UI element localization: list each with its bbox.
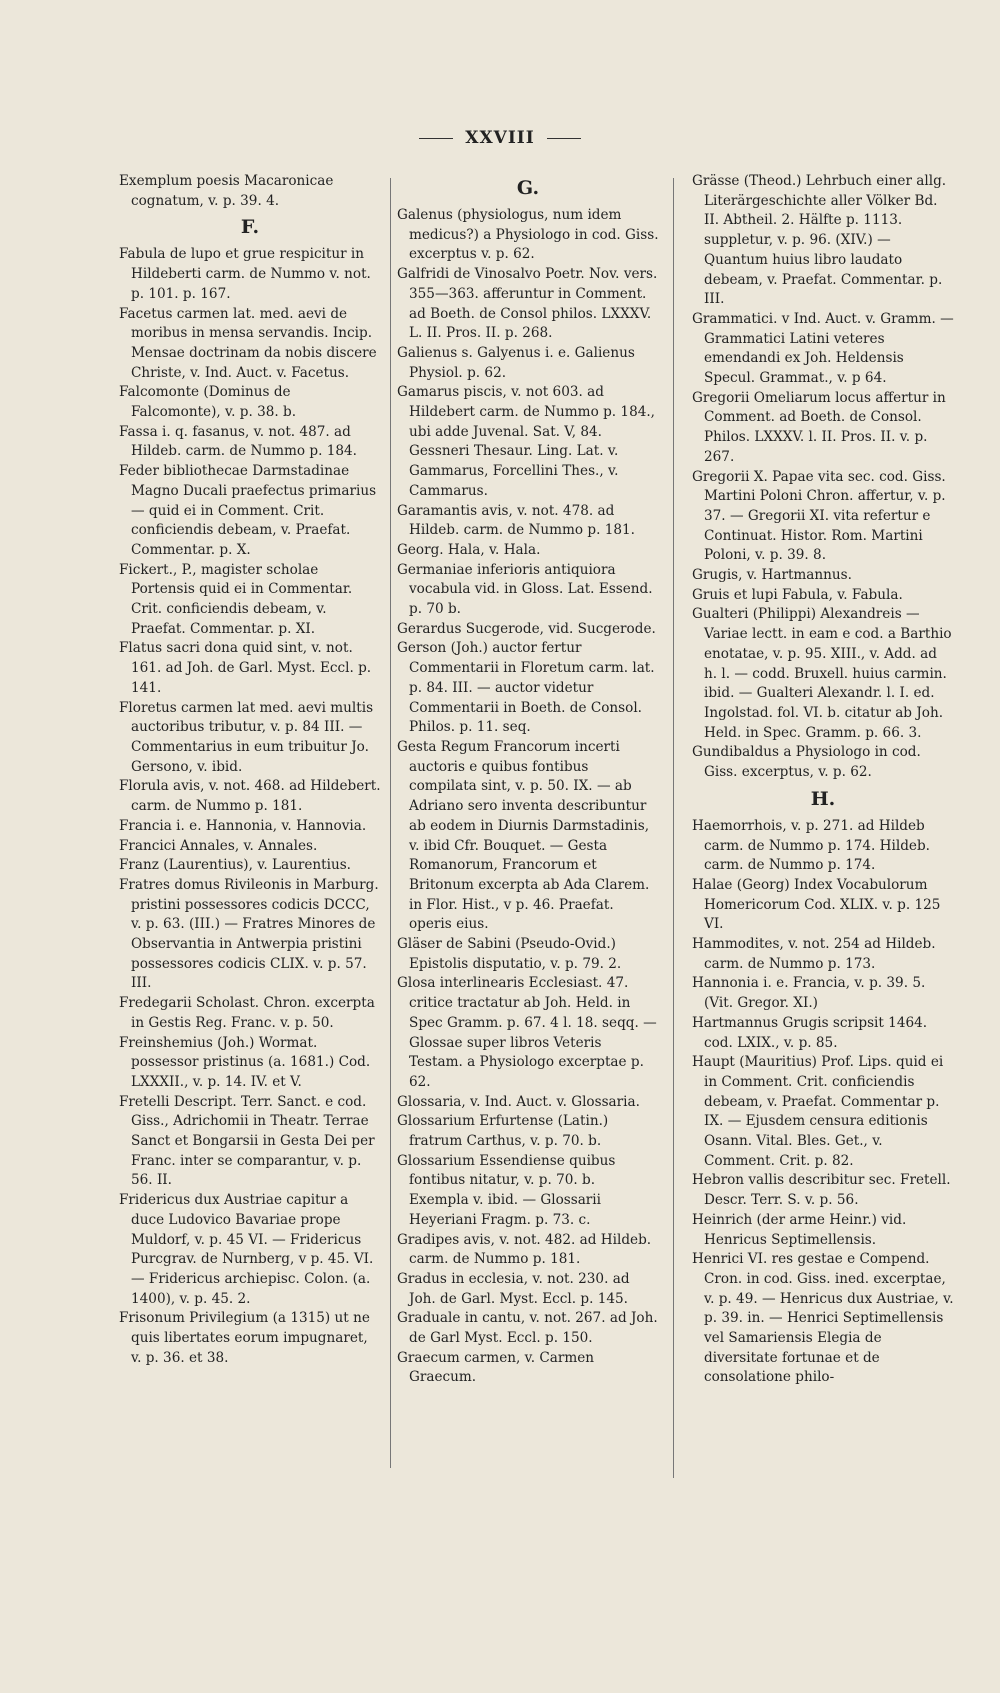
index-entry: Hammodites, v. not. 254 ad Hildeb. carm. de Nummo p. 173.: [692, 936, 936, 972]
index-entry: Glossarium Essendiense quibus fontibus nitatur, v. p. 70. b. Exempla v. ibid. — Glossarii Heyeriani Fragm. p. 73. c.: [397, 1152, 616, 1228]
section-letter: F.: [240, 216, 260, 239]
right-dash: [547, 138, 581, 139]
index-entry: Fickert., P., magister scholae Portensis quid ei in Commentar. Crit. conficiendis debeam, v. Praefat. Commentar. p. XI.: [119, 561, 353, 637]
index-entry: Galfridi de Vinosalvo Poetr. Nov. vers. 355—363. afferuntur in Comment. ad Boeth. de Consol philos. LXXXV. L. II. Pros. II. p. 268.: [397, 266, 658, 342]
index-entry: Fridericus dux Austriae capitur a duce Ludovico Bavariae prope Muldorf, v. p. 45 VI. — Fridericus Purcgrav. de Nurnberg, v p. 45. VI. — Fridericus archiepisc. Colon. (a. 1400), v. p. 45. 2.: [119, 1192, 374, 1307]
index-entry: Fretelli Descript. Terr. Sanct. e cod. Giss., Adrichomii in Theatr. Terrae Sanct et Bongarsii in Gesta Dei per Franc. inter se comparantur, v. p. 56. II.: [119, 1093, 375, 1189]
column-rule: [673, 178, 674, 1478]
index-entry: Glossaria, v. Ind. Auct. v. Glossaria.: [397, 1093, 640, 1110]
column-rule: [390, 178, 391, 1468]
index-entry: Freinshemius (Joh.) Wormat. possessor pristinus (a. 1681.) Cod. LXXXII., v. p. 14. IV. et V.: [119, 1034, 371, 1090]
index-entry: Grammatici. v Ind. Auct. v. Gramm. — Grammatici Latini veteres emendandi ex Joh. Heldensis Specul. Grammat., v. p 64.: [692, 310, 954, 387]
index-entry: Germaniae inferioris antiquiora vocabula vid. in Gloss. Lat. Essend. p. 70 b.: [397, 561, 653, 618]
index-entry: Hannonia i. e. Francia, v. p. 39. 5. (Vit. Gregor. XI.): [692, 975, 926, 1012]
page-number: [0, 128, 1000, 148]
index-entry: Haupt (Mauritius) Prof. Lips. quid ei in Comment. Crit. conficiendis debeam, v. Praefat. Commentar p. IX. — Ejusdem censura editionis Osann. Vital. Bles. Get., v. Comment. Crit. p. 82.: [692, 1054, 944, 1169]
index-entry: Garamantis avis, v. not. 478. ad Hildeb. carm. de Nummo p. 181.: [397, 502, 636, 539]
index-entry: Falcomonte (Dominus de Falcomonte), v. p. 38. b.: [119, 384, 297, 421]
index-entry: Georg. Hala, v. Hala.: [397, 541, 541, 558]
section-letter: H.: [810, 787, 836, 810]
index-entry: Hartmannus Grugis scripsit 1464. cod. LXIX., v. p. 85.: [692, 1014, 928, 1051]
index-entry: Grässe (Theod.) Lehrbuch einer allg. Literärgeschichte aller Völker Bd. II. Abtheil. 2. Hälfte p. 1113. suppletur, v. p. 96. (XIV.) — Quantum huius libro laudato debeam, v. Praefat. Commentar. p. III.: [692, 173, 947, 308]
index-entry: Fredegarii Scholast. Chron. excerpta in Gestis Reg. Franc. v. p. 50.: [119, 995, 375, 1031]
index-entry: Gerardus Sucgerode, vid. Sucgerode.: [397, 620, 656, 637]
index-entry: Gualteri (Philippi) Alexandreis — Variae lectt. in eam e cod. a Barthio enotatae, v. p. 95. XIII., v. Add. ad h. l. — codd. Bruxell. huius carmin. ibid. — Gualteri Alexandr. l. I. ed. Ingolstad. fol. VI. b. citatur ab Joh. Held. in Spec. Gramm. p. 66. 3.: [692, 606, 952, 741]
index-entry: Fassa i. q. fasanus, v. not. 487. ad Hildeb. carm. de Nummo p. 184.: [119, 423, 358, 460]
index-entry: Glossarium Erfurtense (Latin.) fratrum Carthus, v. p. 70. b.: [397, 1113, 609, 1150]
index-entry: Francia i. e. Hannonia, v. Hannovia.: [119, 817, 367, 834]
index-entry: Exemplum poesis Macaronicae cognatum, v. p. 39. 4.: [119, 173, 334, 209]
index-column-1: [119, 172, 381, 1368]
index-entry: Heinrich (der arme Heinr.) vid. Henricus Septimellensis.: [692, 1211, 907, 1248]
index-entry: Gesta Regum Francorum incerti auctoris e quibus fontibus compilata sint, v. p. 50. IX. — ab Adriano sero inventa describuntur ab eodem in Diurnis Darmstadinis, v. ibid Cfr. Bouquet. — Gesta Romanorum, Francorum et Britonum excerpta ab Ada Clarem. in Flor. Hist., v p. 46. Praefat. operis eius.: [397, 738, 650, 933]
index-entry: Graduale in cantu, v. not. 267. ad Joh. de Garl Myst. Eccl. p. 150.: [397, 1310, 658, 1347]
index-entry: Florula avis, v. not. 468. ad Hildebert. carm. de Nummo p. 181.: [119, 778, 381, 815]
index-entry: Henrici VI. res gestae e Compend. Cron. in cod. Giss. ined. excerptae, v. p. 49. — Henricus dux Austriae, v. p. 39. in. — Henrici Septimellensis vel Samariensis Elegia de diversitate fortunae et de consolatione philo-: [692, 1251, 954, 1386]
index-entry: Halae (Georg) Index Vocabulorum Homericorum Cod. XLIX. v. p. 125 VI.: [692, 876, 941, 933]
index-entry: Gundibaldus a Physiologo in cod. Giss. excerptus, v. p. 62.: [692, 744, 921, 781]
index-entry: Frisonum Privilegium (a 1315) ut ne quis libertates eorum impugnaret, v. p. 36. et 38.: [119, 1310, 370, 1366]
index-entry: Franz (Laurentius), v. Laurentius.: [119, 857, 352, 874]
index-entry: Gerson (Joh.) auctor fertur Commentarii in Floretum carm. lat. p. 84. III. — auctor videtur Commentarii in Boeth. de Consol. Philos. p. 11. seq.: [397, 640, 655, 736]
index-entry: Fratres domus Rivileonis in Marburg. pristini possessores codicis DCCC, v. p. 63. (III.) — Fratres Minores de Observantia in Antwerpia pristini possessores codicis CLIX. v. p. 57. III.: [119, 876, 379, 992]
index-entry: Floretus carmen lat med. aevi multis auctoribus tributur, v. p. 84 III. — Commentarius in eum tribuitur Jo. Gersono, v. ibid.: [119, 699, 374, 775]
index-column-3: [692, 172, 954, 1388]
index-entry: Fabula de lupo et grue respicitur in Hildeberti carm. de Nummo v. not. p. 101. p. 167.: [119, 246, 371, 302]
index-entry: Glosa interlinearis Ecclesiast. 47. critice tractatur ab Joh. Held. in Spec Gramm. p. 67. 4 l. 18. seqq. — Glossae super libros Veteris Testam. a Physiologo excerptae p. 62.: [397, 975, 657, 1090]
index-entry: Gradipes avis, v. not. 482. ad Hildeb. carm. de Nummo p. 181.: [397, 1231, 652, 1268]
index-entry: Francici Annales, v. Annales.: [119, 837, 318, 854]
index-entry: Gruis et lupi Fabula, v. Fabula.: [692, 586, 903, 603]
index-entry: Galienus s. Galyenus i. e. Galienus Physiol. p. 62.: [397, 344, 635, 381]
index-entry: Facetus carmen lat. med. aevi de moribus in mensa servandis. Incip. Mensae doctrinam da nobis discere Christe, v. Ind. Auct. v. Facetus.: [119, 305, 377, 381]
index-entry: Haemorrhois, v. p. 271. ad Hildeb carm. de Nummo p. 174. Hildeb. carm. de Nummo p. 174.: [692, 817, 931, 874]
index-entry: Hebron vallis describitur sec. Fretell. Descr. Terr. S. v. p. 56.: [692, 1172, 951, 1209]
index-entry: Gradus in ecclesia, v. not. 230. ad Joh. de Garl. Myst. Eccl. p. 145.: [397, 1270, 630, 1307]
index-entry: Graecum carmen, v. Carmen Graecum.: [397, 1349, 595, 1386]
index-entry: Gläser de Sabini (Pseudo-Ovid.) Epistolis disputatio, v. p. 79. 2.: [397, 936, 622, 972]
index-entry: Gamarus piscis, v. not 603. ad Hildebert carm. de Nummo p. 184., ubi adde Juvenal. Sat. V, 84. Gessneri Thesaur. Ling. Lat. v. Gammarus, Forcellini Thes., v. Cammarus.: [397, 384, 656, 499]
index-entry: Galenus (physiologus, num idem medicus?) a Physiologo in cod. Giss. excerptus v. p. 62.: [397, 207, 659, 263]
index-entry: Gregorii X. Papae vita sec. cod. Giss. Martini Poloni Chron. affertur, v. p. 37. — Gregorii XI. vita refertur e Continuat. Histor. Rom. Martini Poloni, v. p. 39. 8.: [692, 468, 946, 564]
section-letter: G.: [516, 177, 540, 199]
left-dash: [419, 138, 453, 139]
index-entry: Flatus sacri dona quid sint, v. not. 161. ad Joh. de Garl. Myst. Eccl. p. 141.: [119, 640, 372, 696]
index-entry: Gregorii Omeliarum locus affertur in Comment. ad Boeth. de Consol. Philos. LXXXV. l. II. Pros. II. v. p. 267.: [692, 389, 946, 465]
index-entry: Grugis, v. Hartmannus.: [692, 567, 852, 584]
index-column-2: [397, 172, 659, 1388]
page-number-text: XXVIII: [465, 128, 535, 148]
index-entry: Feder bibliothecae Darmstadinae Magno Ducali praefectus primarius — quid ei in Comment. Crit. conficiendis debeam, v. Praefat. Commentar. p. X.: [119, 463, 377, 558]
